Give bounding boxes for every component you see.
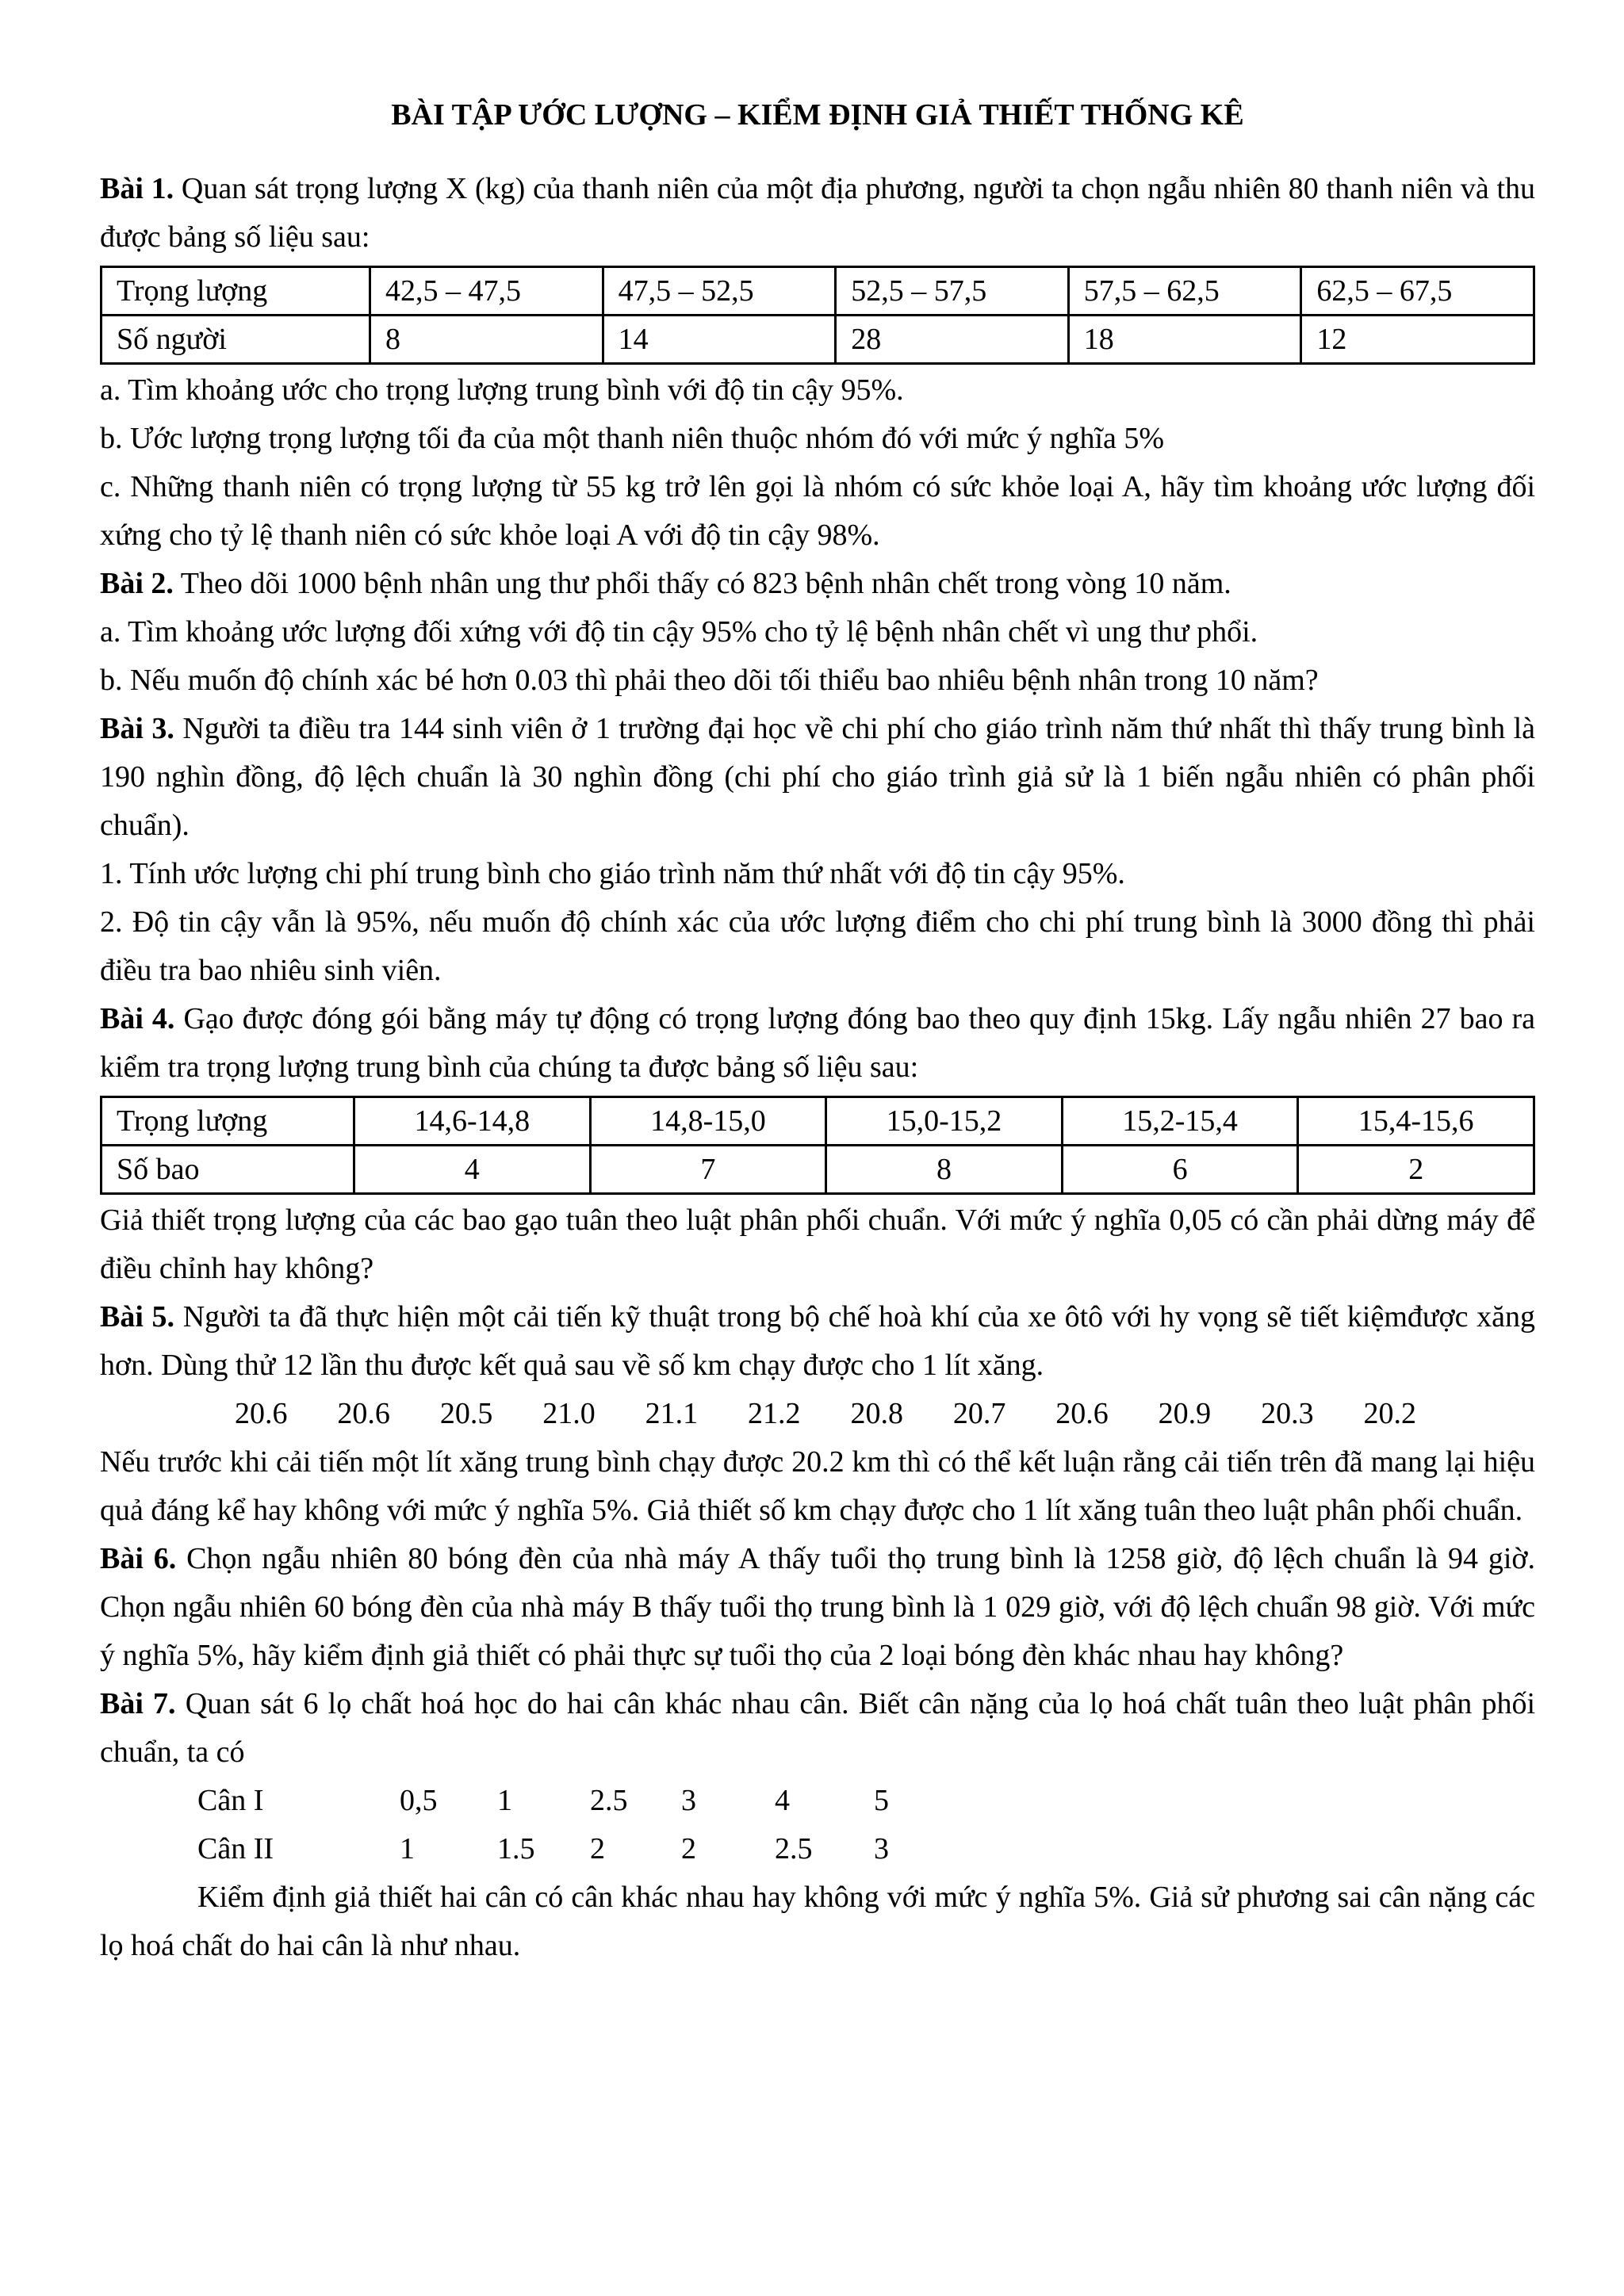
data-value: 20.6 [1055,1397,1109,1430]
data-value: 20.2 [1363,1397,1416,1430]
bai1-label: Bài 1. [100,172,174,205]
bai3-intro-text: Người ta điều tra 144 sinh viên ở 1 trường đại học về chi phí cho giáo trình năm thứ nhất thì thấy trung bình là 190 nghìn đồng, độ lệch chuẩn là 30 nghìn đồng (chi phí cho giáo trình giả sử là 1 biến ngẫu nhiên có phân phối chuẩn). [100,712,1536,842]
data-value: 2 [681,1832,696,1866]
table-cell: 47,5 – 52,5 [603,267,836,316]
data-value: 2.5 [775,1832,813,1866]
bai7-intro-text: Quan sát 6 lọ chất hoá học do hai cân khác nhau cân. Biết cân nặng của lọ hoá chất tuân theo luật phân phối chuẩn, ta có [100,1687,1536,1769]
bai1-question-c: c. Những thanh niên có trọng lượng từ 55 kg trở lên gọi là nhóm có sức khỏe loại A, hãy tìm khoảng ước lượng đối xứng cho tỷ lệ thanh niên có sức khỏe loại A với độ tin cậy 98%. [100,470,1535,552]
data-value: 1.5 [497,1832,535,1866]
data-value: 1 [497,1784,512,1817]
bai1-question-a: a. Tìm khoảng ước cho trọng lượng trung bình với độ tin cậy 95%. [100,373,904,407]
table-cell: 15,4-15,6 [1298,1097,1534,1146]
bai1-intro [100,165,1535,262]
data-value: 21.2 [748,1397,801,1430]
table-row [102,316,1534,364]
table-cell: 28 [836,316,1069,364]
document-page [100,94,1535,1970]
bai4-intro-text: Gạo được đóng gói bằng máy tự động có trọng lượng đóng bao theo quy định 15kg. Lấy ngẫu nhiên 27 bao ra kiểm tra trọng lượng trung bình của chúng ta được bảng số liệu sau: [100,1002,1536,1084]
bai5-intro-text: Người ta đã thực hiện một cải tiến kỹ thuật trong bộ chế hoà khí của xe ôtô với hy vọng sẽ tiết kiệmđược xăng hơn. Dùng thử 12 lần thu được kết quả sau về số km chạy được cho 1 lít xăng. [100,1300,1535,1382]
table-cell: 15,2-15,4 [1062,1097,1298,1146]
bai7-label: Bài 7. [100,1687,176,1720]
data-value: 5 [874,1784,889,1817]
data-value: 0,5 [400,1784,438,1817]
bai5-label: Bài 5. [100,1300,175,1334]
row-label: Cân II [197,1832,274,1866]
bai7-row-can-1 [100,1777,1535,1825]
bai7-question: Kiểm định giả thiết hai cân có cân khác nhau hay không với mức ý nghĩa 5%. Giả sử phương sai cân nặng các lọ hoá chất do hai cân là như nhau. [100,1881,1535,1962]
data-value: 20.5 [439,1397,493,1430]
table-cell: 8 [826,1146,1063,1194]
data-value: 2 [590,1832,605,1866]
data-value: 2.5 [590,1784,628,1817]
data-value: 21.1 [645,1397,699,1430]
bai2-question-a: a. Tìm khoảng ước lượng đối xứng với độ tin cậy 95% cho tỷ lệ bệnh nhân chết vì ung thư phổi. [100,615,1258,649]
table-cell: 12 [1301,316,1534,364]
data-value: 20.7 [952,1397,1006,1430]
table-cell: 18 [1068,316,1301,364]
data-value: 3 [681,1784,696,1817]
table-cell: 6 [1062,1146,1298,1194]
bai5-data-row [100,1390,1535,1438]
bai6-label: Bài 6. [100,1542,177,1575]
table-cell: 14 [603,316,836,364]
table-row-label: Số bao [102,1146,354,1194]
table-row [102,267,1534,316]
data-value: 20.3 [1261,1397,1314,1430]
data-value: 20.6 [337,1397,390,1430]
table-row [102,1097,1534,1146]
table-cell: 52,5 – 57,5 [836,267,1069,316]
bai1-table [100,266,1535,365]
data-value: 1 [400,1832,415,1866]
table-cell: 14,6-14,8 [354,1097,591,1146]
bai3-label: Bài 3. [100,712,174,745]
bai2-label: Bài 2. [100,567,174,600]
bai4-question: Giả thiết trọng lượng của các bao gạo tuân theo luật phân phối chuẩn. Với mức ý nghĩa 0,05 có cần phải dừng máy để điều chỉnh hay không? [100,1203,1535,1285]
bai7-intro [100,1680,1535,1777]
data-value: 4 [775,1784,790,1817]
bai2-question-b: b. Nếu muốn độ chính xác bé hơn 0.03 thì phải theo dõi tối thiểu bao nhiêu bệnh nhân trong 10 năm? [100,664,1319,697]
bai4-table [100,1096,1535,1195]
bai3-question-1: 1. Tính ước lượng chi phí trung bình cho giáo trình năm thứ nhất với độ tin cậy 95%. [100,857,1125,890]
bai6-text [100,1535,1535,1680]
table-header-cell: Trọng lượng [102,1097,354,1146]
bai2-intro [100,560,1535,608]
table-cell: 4 [354,1146,591,1194]
bai3-intro [100,705,1535,850]
table-header-cell: Trọng lượng [102,267,370,316]
table-cell: 2 [1298,1146,1534,1194]
table-cell: 57,5 – 62,5 [1068,267,1301,316]
data-value: 20.9 [1158,1397,1212,1430]
data-value: 21.0 [542,1397,596,1430]
bai2-intro-text: Theo dõi 1000 bệnh nhân ung thư phổi thấy có 823 bệnh nhân chết trong vòng 10 năm. [180,567,1231,600]
page-title: BÀI TẬP ƯỚC LƯỢNG – KIỂM ĐỊNH GIẢ THIẾT THỐNG KÊ [391,98,1244,132]
bai4-label: Bài 4. [100,1002,175,1035]
table-row [102,1146,1534,1194]
table-cell: 42,5 – 47,5 [370,267,603,316]
data-value: 3 [874,1832,889,1866]
data-value: 20.6 [235,1397,288,1430]
bai6-body: Chọn ngẫu nhiên 80 bóng đèn của nhà máy A thấy tuổi thọ trung bình là 1258 giờ, độ lệch chuẩn là 94 giờ. Chọn ngẫu nhiên 60 bóng đèn của nhà máy B thấy tuổi thọ trung bình là 1 029 giờ, với độ lệch chuẩn 98 giờ. Với mức ý nghĩa 5%, hãy kiểm định giả thiết có phải thực sự tuổi thọ của 2 loại bóng đèn khác nhau hay không? [100,1542,1535,1672]
data-value: 20.8 [850,1397,903,1430]
bai7-row-can-2 [100,1825,1535,1873]
table-row-label: Số người [102,316,370,364]
bai3-question-2: 2. Độ tin cậy vẫn là 95%, nếu muốn độ chính xác của ước lượng điểm cho chi phí trung bình là 3000 đồng thì phải điều tra bao nhiêu sinh viên. [100,905,1535,987]
table-cell: 8 [370,316,603,364]
bai5-question: Nếu trước khi cải tiến một lít xăng trung bình chạy được 20.2 km thì có thể kết luận rằng cải tiến trên đã mang lại hiệu quả đáng kể hay không với mức ý nghĩa 5%. Giả thiết số km chạy được cho 1 lít xăng tuân theo luật phân phối chuẩn. [100,1445,1535,1527]
table-cell: 62,5 – 67,5 [1301,267,1534,316]
bai1-question-b: b. Ước lượng trọng lượng tối đa của một thanh niên thuộc nhóm đó với mức ý nghĩa 5% [100,422,1165,455]
table-cell: 7 [590,1146,826,1194]
table-cell: 15,0-15,2 [826,1097,1063,1146]
bai1-intro-text: Quan sát trọng lượng X (kg) của thanh niên của một địa phương, người ta chọn ngẫu nhiên 80 thanh niên và thu được bảng số liệu sau: [100,172,1536,254]
bai4-intro [100,995,1535,1092]
row-label: Cân I [197,1784,264,1817]
table-cell: 14,8-15,0 [590,1097,826,1146]
bai5-intro [100,1293,1535,1390]
